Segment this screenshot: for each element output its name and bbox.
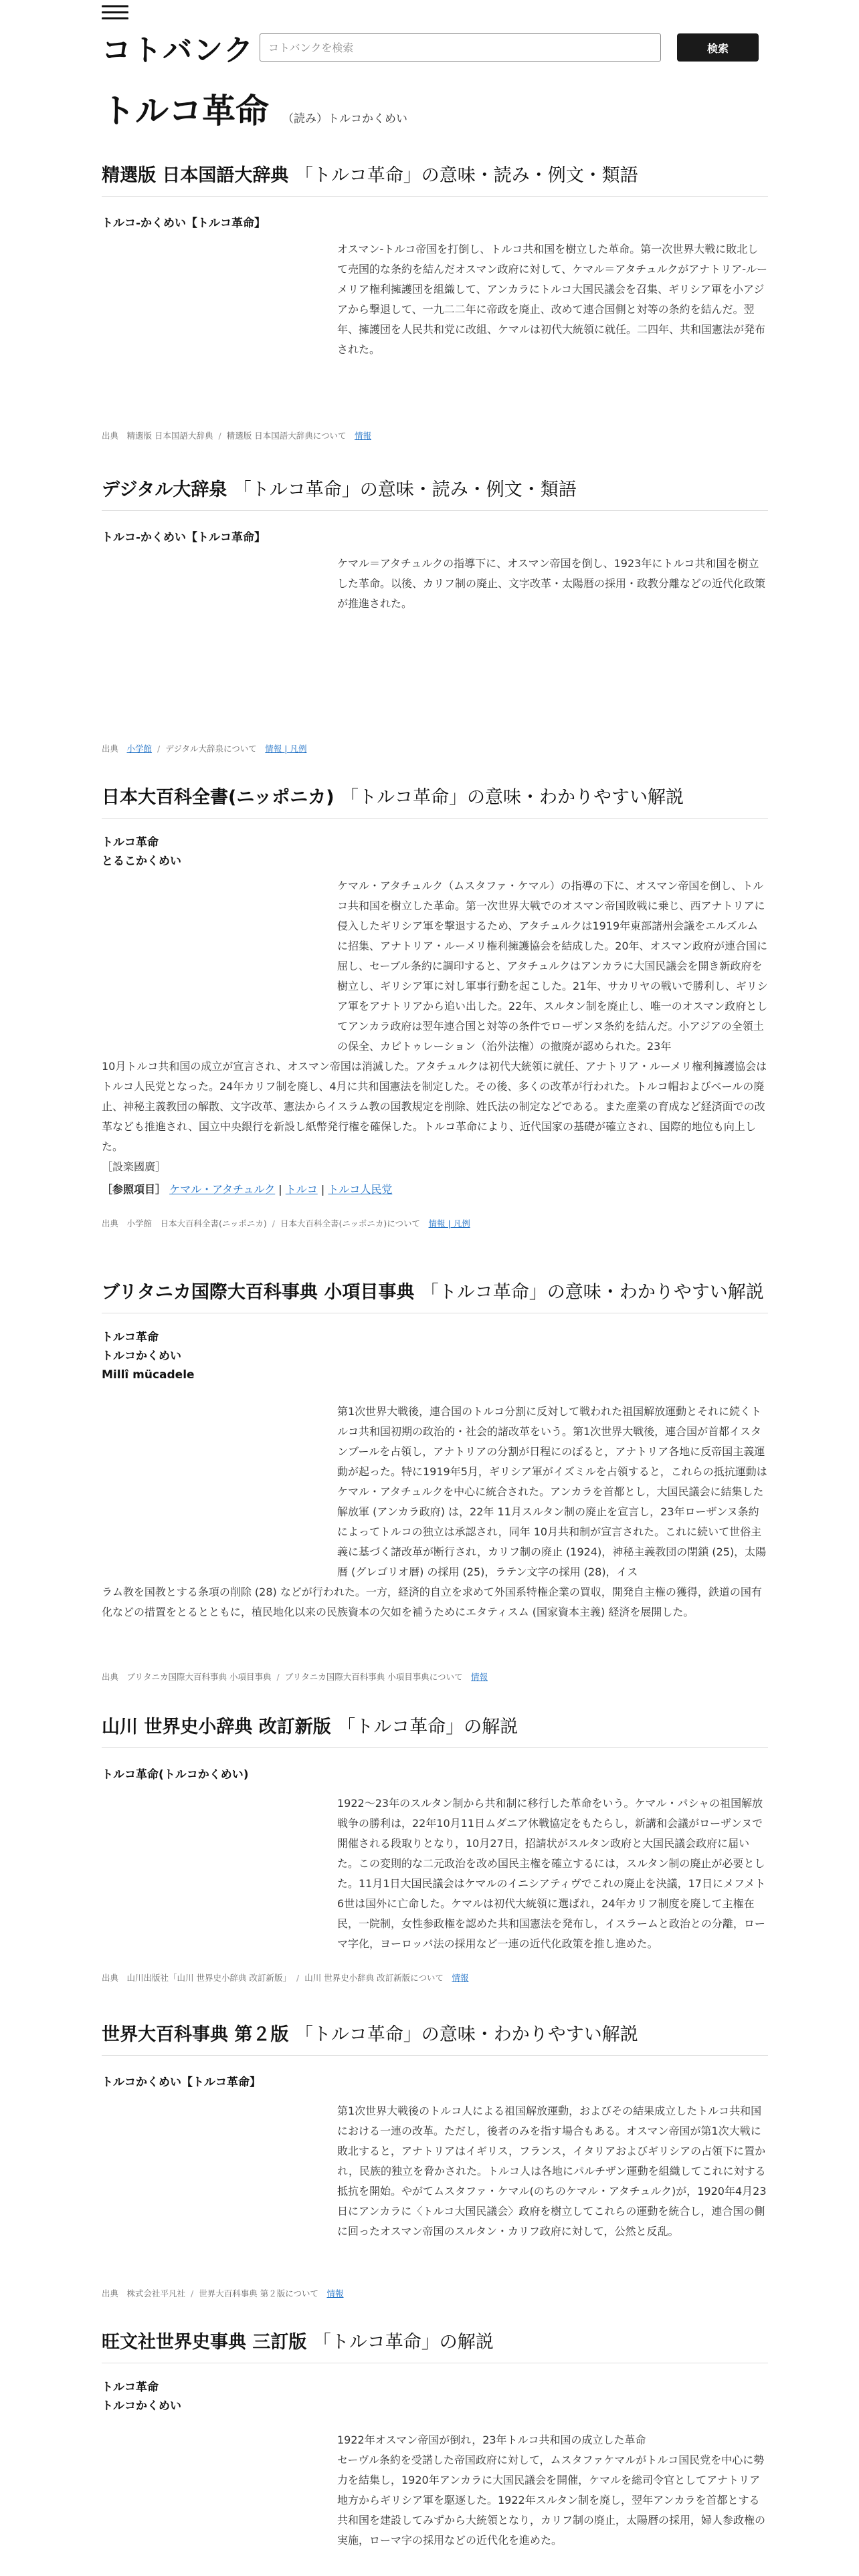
section-daijisen xyxy=(102,475,768,756)
hamburger-menu-icon[interactable] xyxy=(102,5,128,20)
entry-title: トルコかくめい【トルコ革命】 xyxy=(102,2076,261,2089)
section-heading: 山川 世界史小辞典 改訂新版 「トルコ革命」の解説 xyxy=(102,1712,768,1748)
search-button[interactable]: 検索 xyxy=(677,33,759,62)
section-heading: ブリタニカ国際大百科事典 小項目事典 「トルコ革命」の意味・わかりやすい解説 xyxy=(102,1277,768,1313)
section-heading: 日本大百科全書(ニッポニカ) 「トルコ革命」の意味・わかりやすい解説 xyxy=(102,782,768,819)
source-line: 出典 小学館 / デジタル大辞泉について 情報 | 凡例 xyxy=(102,744,307,754)
source-info-link[interactable]: 情報 xyxy=(452,1973,469,1983)
source-line: 出典 小学館 日本大百科全書(ニッポニカ) / 日本大百科全書(ニッポニカ)について 情報 | 凡例 xyxy=(102,1218,470,1228)
page-title: トルコ革命 xyxy=(102,92,269,130)
related-term-link[interactable]: トルコ xyxy=(285,1183,318,1196)
entry-body: 1922年オスマン帝国が倒れ，23年トルコ共和国の成立した革命 セーヴル条約を受諾した帝国政府に対して，ムスタファケマルがトルコ国民党を中心に勢力を結集し，1920年アンカラに大国民議会を開催，ケマルを総司令官としてアナトリア地方からギリシア軍を駆逐した。1922年スルタン制を廃し，翌年アンカラを首都とする共和国を建設してみずから大統領となり，カリフ制の廃止，太陽暦の採用，婦人参政権の実施，ローマ字の採用などの近代化を進めた。 xyxy=(337,2434,766,2547)
section-sekai-daihyakka xyxy=(102,2020,768,2300)
entry-title: トルコ‐かくめい【トルコ革命】 xyxy=(102,531,266,544)
section-heading: 精選版 日本国語大辞典 「トルコ革命」の意味・読み・例文・類語 xyxy=(102,160,768,197)
source-info-link[interactable]: 情報 xyxy=(326,2288,344,2298)
source-line: 出典 精選版 日本国語大辞典 / 精選版 日本国語大辞典について 情報 xyxy=(102,431,371,441)
section-heading: デジタル大辞泉 「トルコ革命」の意味・読み・例文・類語 xyxy=(102,475,768,511)
entry-title: トルコ革命(トルコかくめい) xyxy=(102,1768,249,1782)
section-yamakawa xyxy=(102,1712,768,2013)
search-input[interactable] xyxy=(260,33,661,62)
entry-title: トルコ革命 トルコかくめい Millî mücadele xyxy=(102,1331,195,1382)
section-obunsha xyxy=(102,2327,768,2576)
entry-body: ケマル＝アタチュルクの指導下に、オスマン帝国を倒し、1923年にトルコ共和国を樹立した革命。以後、カリフ制の廃止、文字改革・太陽暦の採用・政教分離などの近代化政策が推進された。 xyxy=(337,557,766,610)
section-heading: 世界大百科事典 第２版 「トルコ革命」の意味・わかりやすい解説 xyxy=(102,2020,768,2056)
entry-body: 第1次世界大戦後，連合国のトルコ分割に反対して戦われた祖国解放運動とそれに続くトルコ共和国初期の政治的・社会的諸改革をいう。第1次世界大戦後，連合国が首都イスタンブールを占領し，アナトリアの分割が日程にのぼると，アナトリア各地に反帝国主義運動が起った。特に1919年5月，ギリシア軍がイズミルを占領すると，これらの抵抗運動はケマル・アタチュルクを中心に統合された。アンカラを首都とし，大国民議会に結集した解放軍 (アンカラ政府) は，22年 11月スルタン制の廃止を宣言し，23年ローザンヌ条約によってトルコの独立は承認され，同年 10月共和制が宣言された。これに続いて世俗主義に基づく諸改革が断行され，カリフ制の廃止 (1924)，神秘主義教団の閉鎖 (25)，太陽暦 (グレゴリオ暦) の採用 (25)，ラテン文字の採用 (28)，イス xyxy=(337,1405,767,1578)
related-term-link[interactable]: ケマル・アタチュルク xyxy=(169,1183,276,1196)
section-britannica xyxy=(102,1277,768,1699)
source-info-link[interactable]: 情報 xyxy=(470,1672,488,1682)
site-logo[interactable]: コトバンク xyxy=(102,33,255,68)
top-bar xyxy=(0,0,859,24)
author: ［設楽國廣］ xyxy=(102,1160,167,1173)
entry-title: トルコ‐かくめい【トルコ革命】 xyxy=(102,217,266,230)
section-heading: 旺文社世界史事典 三訂版 「トルコ革命」の解説 xyxy=(102,2327,768,2363)
source-info-link[interactable]: 情報 | 凡例 xyxy=(428,1218,470,1228)
page-reading: （読み）トルコかくめい xyxy=(282,112,407,126)
entry-body: ケマル・アタチュルク（ムスタファ・ケマル）の指導の下に、オスマン帝国を倒し、トルコ共和国を樹立した革命。第一次世界大戦でのオスマン帝国敗戦に乗じ、西アナトリアに侵入したギリシア軍を撃退するため、アタチュルクは1919年東部諸州会議をエルズルムに招集、アナトリア・ルーメリ権利擁護協会を結成した。20年、オスマン政府が連合国に屈し、セーブル条約に調印すると、アタチュルクはアンカラに大国民議会を開き新政府を樹立し、ギリシア軍に対し軍事行動を起こした。21年、サカリヤの戦いで勝利し、ギリシア軍をアナトリアから追い出した。22年、スルタン制を廃止し、唯一のオスマン政府としてアンカラ政府は翌年連合国と対等の条件でローザンヌ条約を結んだ。小アジアの全領土の保全、カピトゥレーション（治外法権）の撤廃が認められた。23年 xyxy=(337,879,768,1053)
entry-body: オスマン‐トルコ帝国を打倒し、トルコ共和国を樹立した革命。第一次世界大戦に敗北して売国的な条約を結んだオスマン政府に対して、ケマル＝アタチュルクがアナトリア‐ルーメリア権利擁護団を組織して、アンカラにトルコ大国民議会を召集、ギリシア軍を小アジアから撃退して、一九二二年に帝政を廃止、改めて連合国側と対等の条約を結んだ。翌年、擁護団を人民共和党に改組、ケマルは初代大統領に就任。二四年、共和国憲法が発布された。 xyxy=(337,243,768,356)
header xyxy=(0,24,859,71)
entry-body: 1922～23年のスルタン制から共和制に移行した革命をいう。ケマル・パシャの祖国解放戦争の勝利は，22年10月11日ムダニア休戦協定をもたらし，新講和会議がローザンヌで開催される段取りとなり，10月27日，招請状がスルタン政府と大国民議会政府に届いた。この変則的な二元政治を改め国民主権を確立するには，スルタン制の廃止が必要とした。11月1日大国民議会はケマルのイニシアティヴでこれの廃止を決議，17日にメフメト6世は国外に亡命した。ケマルは初代大統領に選ばれ，24年カリフ制度を廃して主権在民，一院制，女性参政権を認めた共和国憲法を発布し，イスラームと政治との分離，ローマ字化，ヨーロッパ法の採用など一連の近代化政策を推し進めた。 xyxy=(337,1797,766,1950)
title-row xyxy=(0,71,859,138)
entry-body: 第1次世界大戦後のトルコ人による祖国解放運動，およびその結果成立したトルコ共和国における一連の改革。ただし，後者のみを指す場合もある。オスマン帝国が第1次大戦に敗北すると，アナトリアはイギリス，フランス，イタリアおよびギリシアの占領下に置かれ，民族的独立を脅かされた。トルコ人は各地にパルチザン運動を組織してこれに対する抵抗を開始。やがてムスタファ・ケマル(のちのケマル・アタチュルク)が，1920年4月23日にアンカラに〈トルコ大国民議会〉政府を樹立してこれらの運動を統合し，連合国の側に回ったオスマン帝国のスルタン・カリフ政府に対して，公然と反乱。 xyxy=(337,2105,767,2238)
source-info-link[interactable]: 情報 xyxy=(354,431,371,441)
source-info-link[interactable]: 情報 | 凡例 xyxy=(265,744,307,754)
source-line: 出典 株式会社平凡社 / 世界大百科事典 第２版について 情報 xyxy=(102,2288,344,2298)
source-line: 出典 山川出版社「山川 世界史小辞典 改訂新版」 / 山川 世界史小辞典 改訂新版について 情報 xyxy=(102,1973,469,1983)
related-terms: ［参照項目］ ケマル・アタチュルク | トルコ | トルコ人民党 xyxy=(102,1183,393,1196)
section-seisenban xyxy=(102,160,768,448)
related-term-link[interactable]: トルコ人民党 xyxy=(328,1183,393,1196)
entry-title: トルコ革命 トルコかくめい xyxy=(102,2381,181,2413)
entry-body-continued: ラム教を国教とする条項の削除 (28) などが行われた。一方，経済的自立を求めて外国系特権企業の買収，開発自主権の獲得，鉄道の国有化などの措置をとるとともに，植民地化以来の民族資本の欠如を補うためにエタティスム (国家資本主義) 経済を展開した。 xyxy=(102,1586,762,1618)
source-line: 出典 ブリタニカ国際大百科事典 小項目事典 / ブリタニカ国際大百科事典 小項目事典について 情報 xyxy=(102,1672,488,1682)
section-nipponica xyxy=(102,782,768,1251)
entry-title: トルコ革命 とるこかくめい xyxy=(102,836,181,868)
entry-body-continued: 10月トルコ共和国の成立が宣言され、オスマン帝国は消滅した。アタチュルクは初代大統領に就任、アナトリア・ルーメリ権利擁護協会はトルコ人民党となった。24年カリフ制を廃し、4月に共和国憲法を制定した。その後、多くの改革が行われた。トルコ帽およびベールの廃止、神秘主義教団の解散、文字改革、憲法からイスラム教の国教規定を削除、姓氏法の制定などである。また産業の育成など経済面での改革なども推進され、国立中央銀行を新設し紙幣発行権を確保した。トルコ革命により、近代国家の基礎が確立され、国際的地位も向上した。 xyxy=(102,1060,767,1153)
